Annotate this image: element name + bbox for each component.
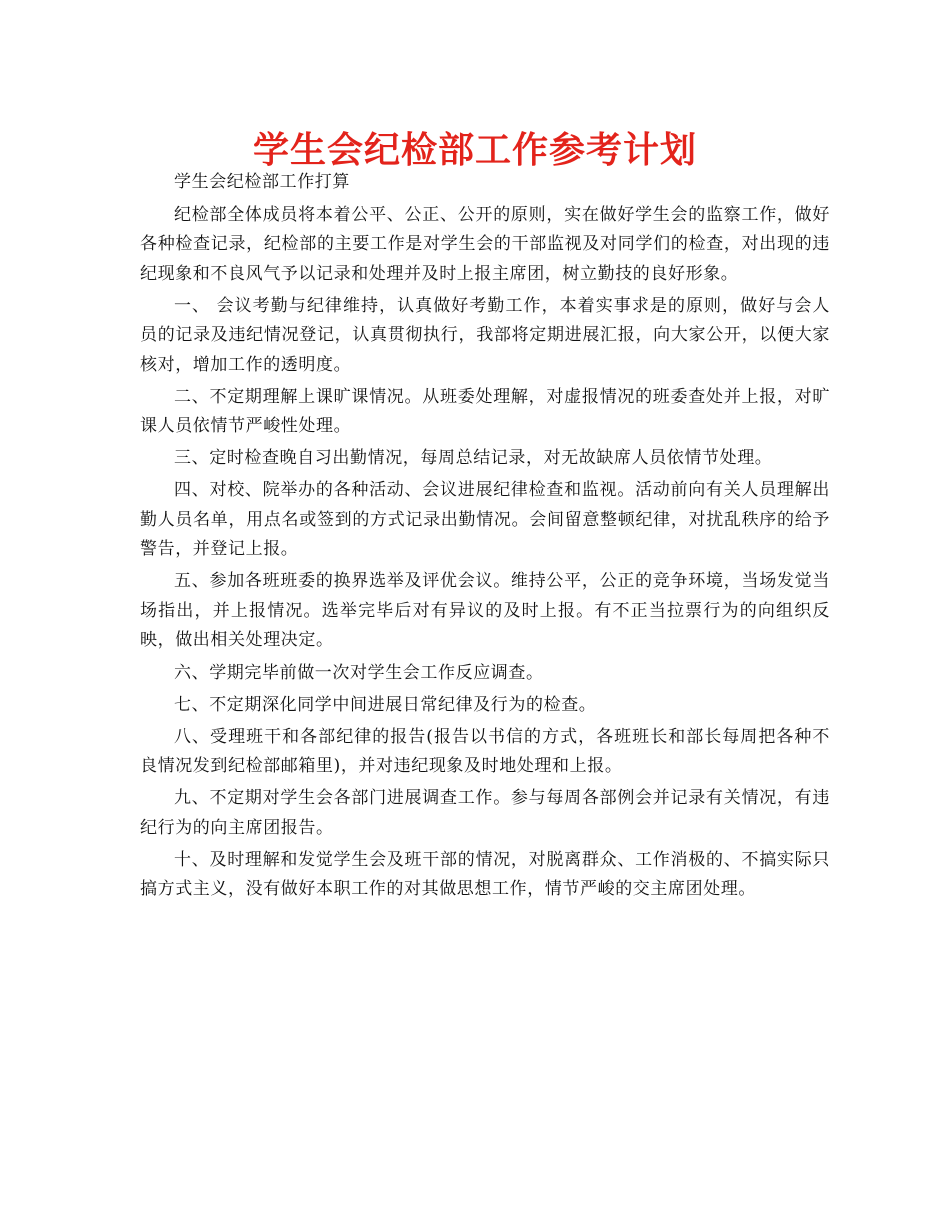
paragraph-item-7: 七、不定期深化同学中间进展日常纪律及行为的检查。 [174,694,597,715]
paragraph-item-5: 五、参加各班班委的换界选举及评优会议。维持公平，公正的竞争环境，当场发觉当场指出，并上报情况。选举完毕后对有异议的及时上报。有不正当拉票行为的向组织反映，做出相关处理决定。 [140,571,830,651]
paragraph-item-4: 四、对校、院举办的各种活动、会议进展纪律检查和监视。活动前向有关人员理解出勤人员名单，用点名或签到的方式记录出勤情况。会间留意整顿纪律，对扰乱秩序的给予警告，并登记上报。 [140,480,830,560]
paragraph-item-8: 八、受理班干和各部纪律的报告(报告以书信的方式，各班班长和部长每周把各种不良情况发到纪检部邮箱里)，并对违纪现象及时地处理和上报。 [140,726,830,777]
document-body [140,168,830,908]
document-title: 学生会纪检部工作参考计划 [252,129,697,171]
document-subtitle: 学生会纪检部工作打算 [174,172,350,192]
paragraph-item-10: 十、及时理解和发觉学生会及班干部的情况，对脱离群众、工作消极的、不搞实际只搞方式主义，没有做好本职工作的对其做思想工作，情节严峻的交主席团处理。 [140,849,830,900]
paragraph-item-3: 三、定时检查晚自习出勤情况，每周总结记录，对无故缺席人员依情节处理。 [174,448,773,469]
paragraph-intro: 纪检部全体成员将本着公平、公正、公开的原则，实在做好学生会的监察工作，做好各种检查记录，纪检部的主要工作是对学生会的干部监视及对同学们的检查，对出现的违纪现象和不良风气予以记录和处理并及时上报主席团，树立勤技的良好形象。 [140,204,830,284]
paragraph-item-1: 一、 会议考勤与纪律维持，认真做好考勤工作，本着实事求是的原则，做好与会人员的记录及违纪情况登记，认真贯彻执行，我部将定期进展汇报，向大家公开，以便大家核对，增加工作的透明度。 [140,295,830,375]
paragraph-item-6: 六、学期完毕前做一次对学生会工作反应调查。 [174,662,544,683]
paragraph-item-2: 二、不定期理解上课旷课情况。从班委处理解，对虚报情况的班委查处并上报，对旷课人员依情节严峻性处理。 [140,386,830,437]
paragraph-item-9: 九、不定期对学生会各部门进展调查工作。参与每周各部例会并记录有关情况，有违纪行为的向主席团报告。 [140,788,830,838]
